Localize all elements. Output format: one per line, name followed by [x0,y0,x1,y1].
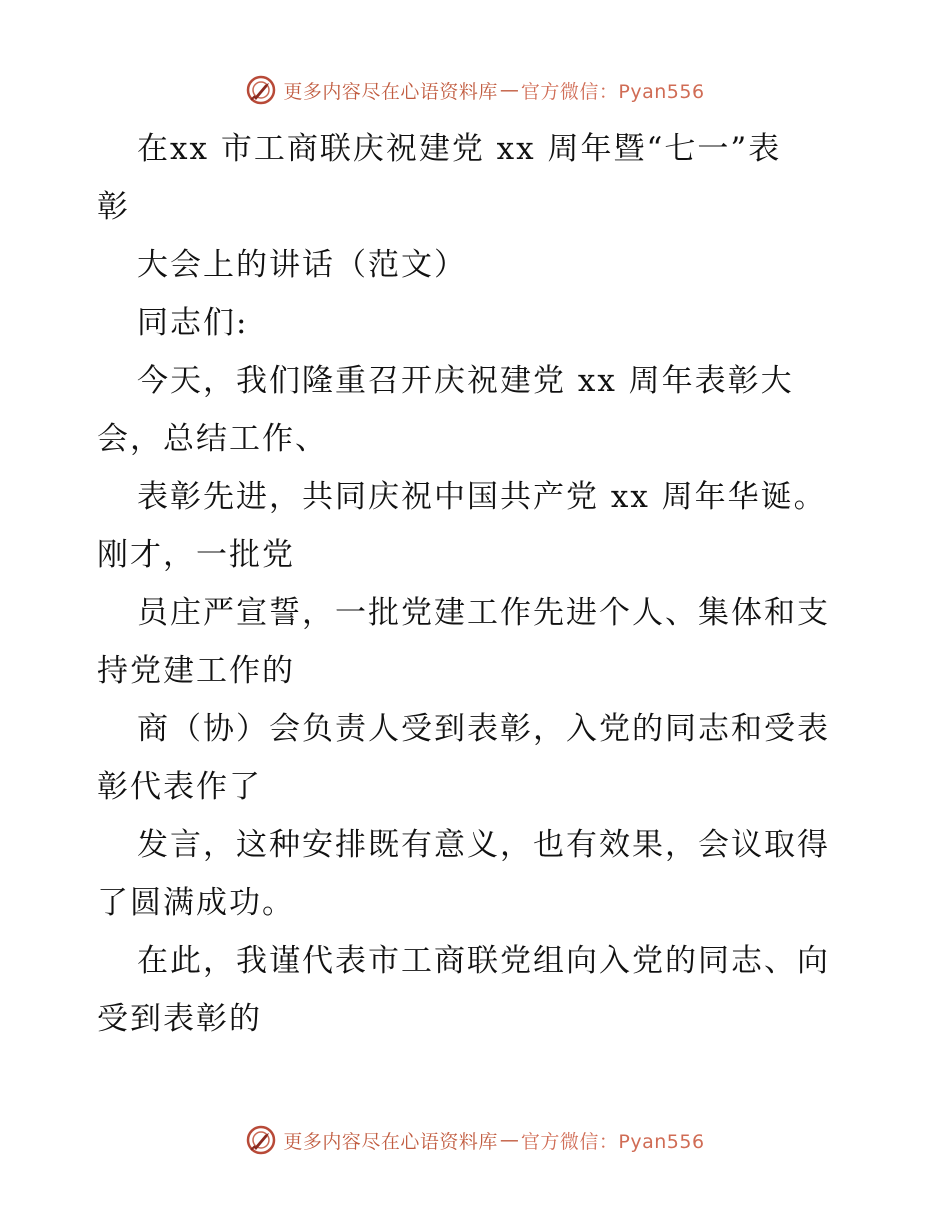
title-line-1: 在xx 市工商联庆祝建党 xx 周年暨“七一”表 [137,131,782,167]
pen-nib-logo-icon [245,74,277,106]
watermark-text: 更多内容尽在心语资料库 [283,80,498,103]
header-watermark [0,70,950,110]
paragraph-line: 了圆满成功。 [97,885,295,921]
pen-nib-logo-icon [245,1124,277,1156]
title-line-3: 大会上的讲话（范文） [137,247,467,283]
watermark-brand: 官方微信：Pyan556 [520,80,705,103]
watermark-dash: — [499,1129,519,1151]
paragraph-line: 受到表彰的 [97,1001,262,1037]
paragraph-line: 商（协）会负责人受到表彰，入党的同志和受表 [137,711,830,747]
footer-watermark [0,1120,950,1160]
watermark-text: 更多内容尽在心语资料库 [283,1130,498,1153]
paragraph-line: 会，总结工作、 [97,421,328,457]
paragraph-line: 表彰先进，共同庆祝中国共产党 xx 周年华诞。 [137,479,827,515]
title-line-2: 彰 [97,189,130,225]
watermark-brand: 官方微信：Pyan556 [520,1130,705,1153]
document-body [97,120,867,1048]
paragraph-line: 今天，我们隆重召开庆祝建党 xx 周年表彰大 [137,363,794,399]
paragraph-line: 在此，我谨代表市工商联党组向入党的同志、向 [137,943,830,979]
paragraph-line: 发言，这种安排既有意义，也有效果，会议取得 [137,827,830,863]
paragraph-line: 刚才，一批党 [97,537,295,573]
watermark-dash: — [499,79,519,101]
paragraph-line: 持党建工作的 [97,653,295,689]
paragraph-line: 员庄严宣誓，一批党建工作先进个人、集体和支 [137,595,830,631]
salutation: 同志们: [137,305,249,341]
paragraph-line: 彰代表作了 [97,769,262,805]
